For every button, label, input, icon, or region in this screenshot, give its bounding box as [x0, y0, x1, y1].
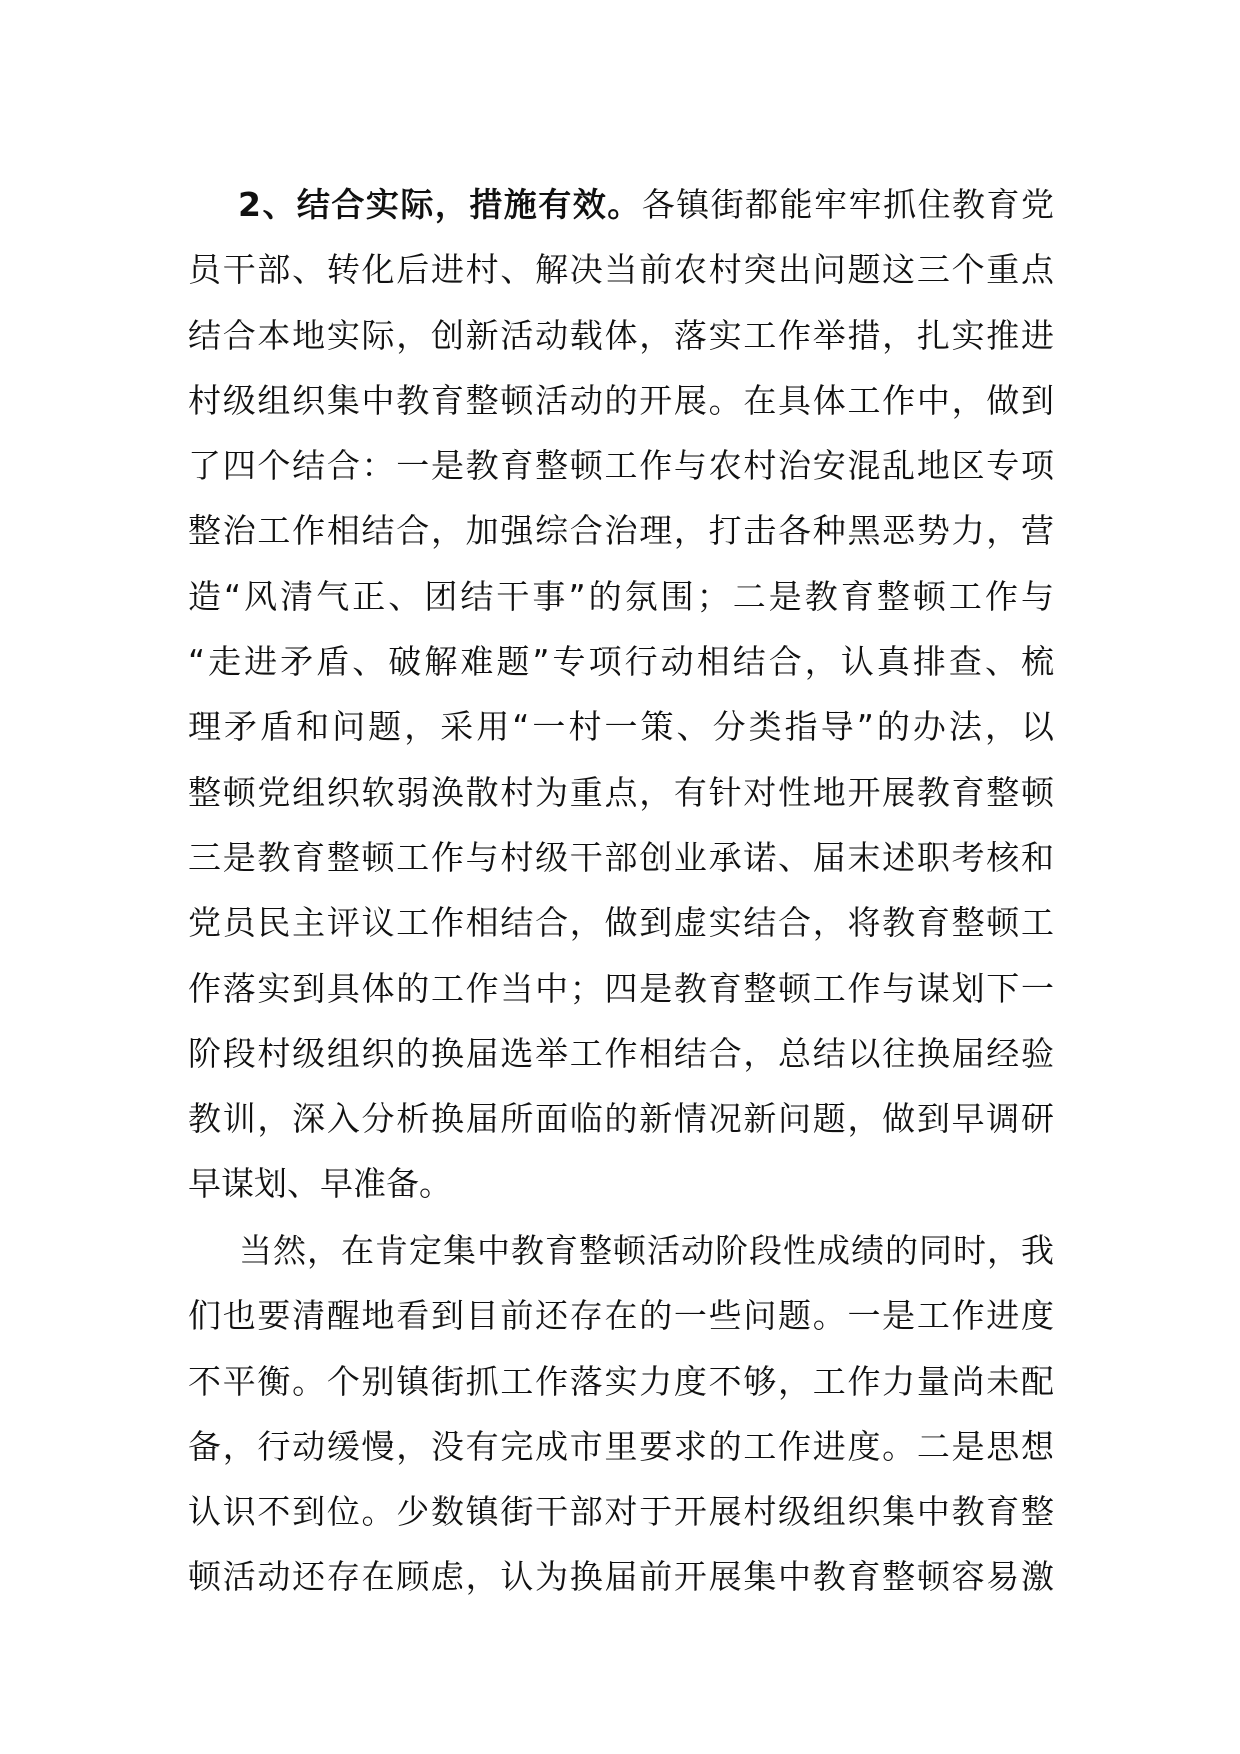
paragraph-text: 当然，在肯定集中教育整顿活动阶段性成绩的同时，我 — [238, 1231, 1054, 1270]
paragraph-line: 认识不到位。少数镇街干部对于开展村级组织集中教育整 — [188, 1492, 1054, 1532]
paragraph-line: 们也要清醒地看到目前还存在的一些问题。一是工作进度 — [188, 1296, 1054, 1336]
paragraph-line: 员干部、转化后进村、解决当前农村突出问题这三个重点 — [188, 250, 1054, 290]
paragraph-line: 三是教育整顿工作与村级干部创业承诺、届末述职考核和 — [188, 837, 1054, 877]
paragraph-line — [188, 172, 1054, 237]
paragraph-problems — [188, 1218, 1054, 1610]
paragraph-line: 不平衡。个别镇街抓工作落实力度不够，工作力量尚未配 — [188, 1361, 1054, 1401]
paragraph-line: 了四个结合：一是教育整顿工作与农村治安混乱地区专项 — [188, 446, 1054, 486]
paragraph-line: 教训，深入分析换届所面临的新情况新问题，做到早调研 — [188, 1099, 1054, 1139]
paragraph-line: 顿活动还存在顾虑，认为换届前开展集中教育整顿容易激 — [188, 1557, 1054, 1597]
paragraph-line: 党员民主评议工作相结合，做到虚实结合，将教育整顿工 — [188, 903, 1054, 943]
section-heading: 2、结合实际，措施有效。 — [238, 185, 642, 224]
paragraph-line: 造“风清气正、团结干事”的氛围；二是教育整顿工作与 — [188, 576, 1054, 616]
paragraph-line: 结合本地实际，创新活动载体，落实工作举措，扎实推进 — [188, 315, 1054, 355]
paragraph-line: 理矛盾和问题，采用“一村一策、分类指导”的办法，以 — [188, 707, 1054, 747]
paragraph-text: 各镇街都能牢牢抓住教育党 — [641, 185, 1054, 224]
paragraph-line: 整顿党组织软弱涣散村为重点，有针对性地开展教育整顿 — [188, 772, 1054, 812]
paragraph-line: 阶段村级组织的换届选举工作相结合，总结以往换届经验 — [188, 1033, 1054, 1073]
paragraph-line: 作落实到具体的工作当中；四是教育整顿工作与谋划下一 — [188, 968, 1054, 1008]
paragraph-line: 早谋划、早准备。 — [188, 1164, 452, 1204]
paragraph-measures — [188, 172, 1054, 1217]
paragraph-line — [188, 1218, 1054, 1283]
paragraph-line: 整治工作相结合，加强综合治理，打击各种黑恶势力，营 — [188, 511, 1054, 551]
paragraph-line: 村级组织集中教育整顿活动的开展。在具体工作中，做到 — [188, 380, 1054, 420]
paragraph-line: 备，行动缓慢，没有完成市里要求的工作进度。二是思想 — [188, 1426, 1054, 1466]
paragraph-line: “走进矛盾、破解难题”专项行动相结合，认真排查、梳 — [188, 642, 1054, 682]
